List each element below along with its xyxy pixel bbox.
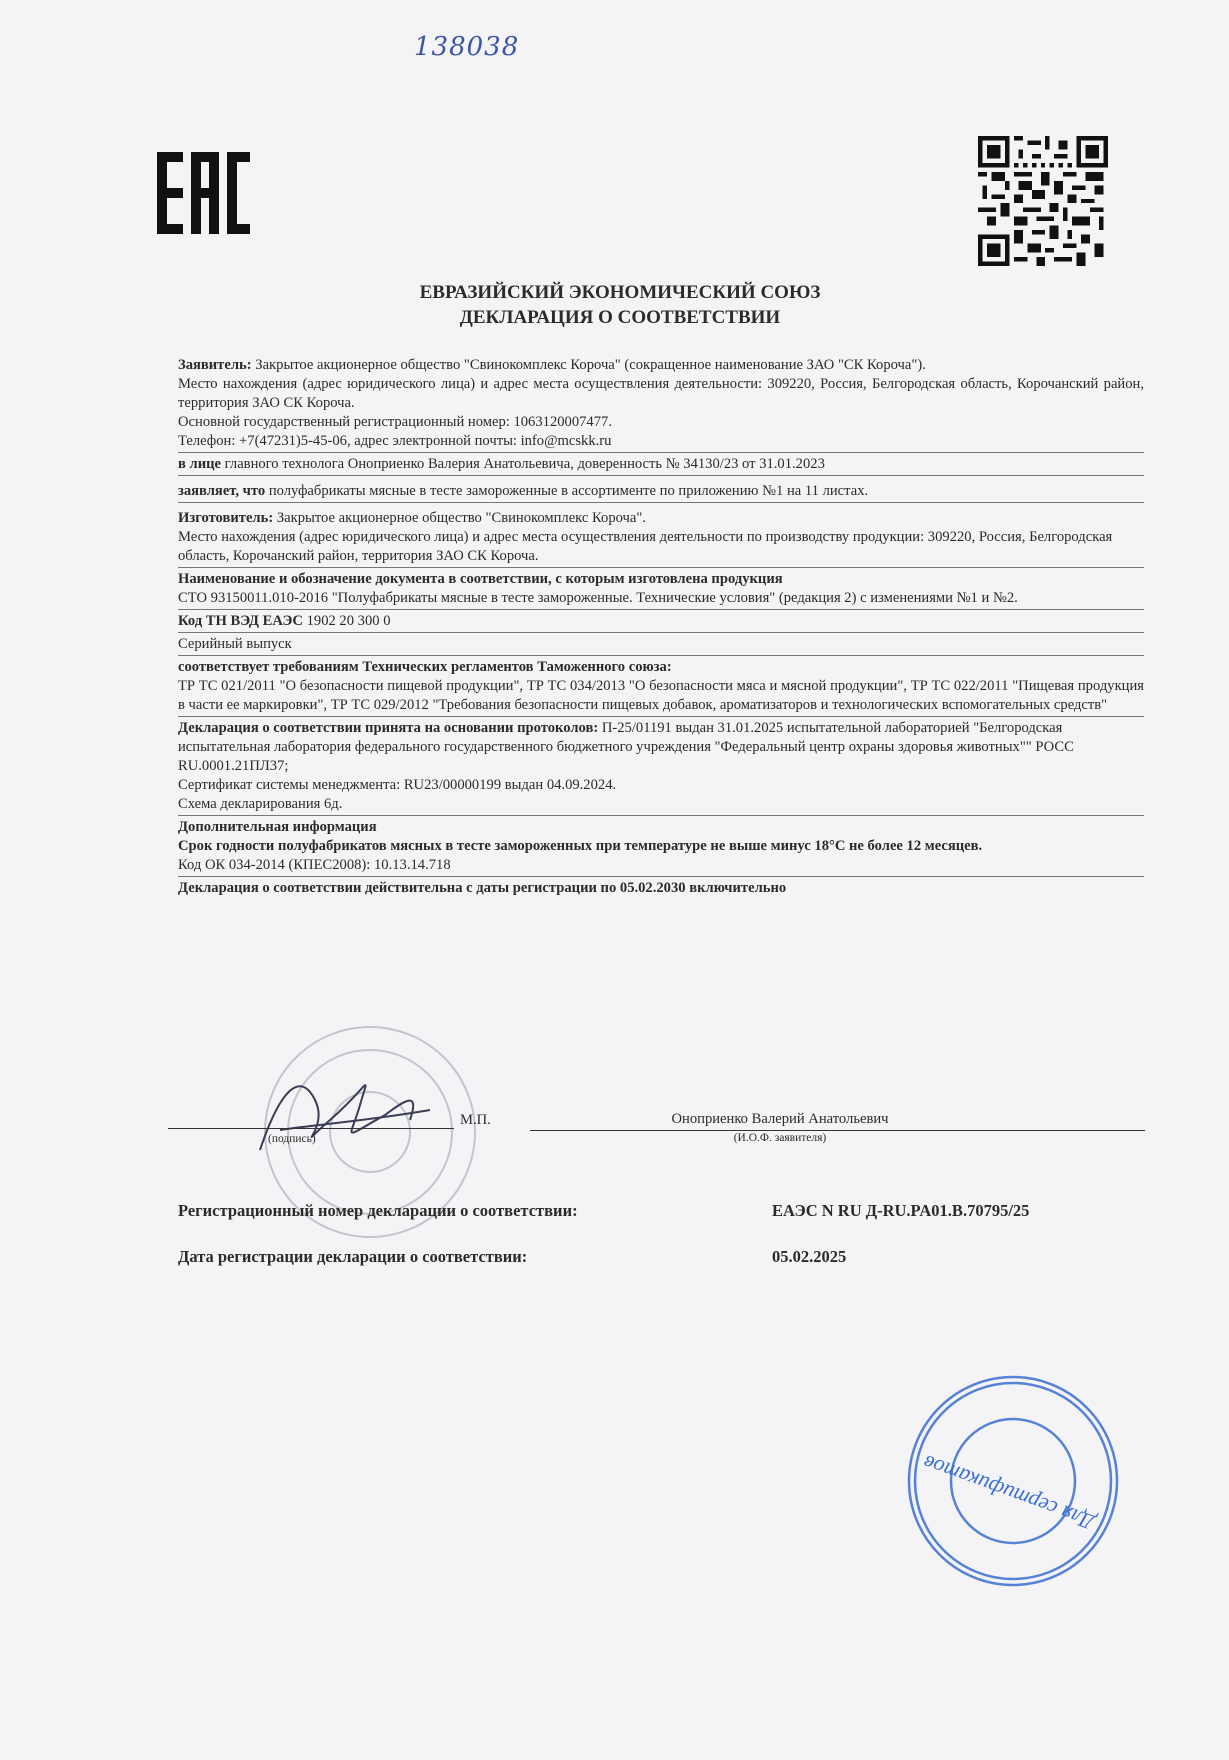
applicant-paragraph [178,356,1144,375]
basis-text: П-25/01191 выдан 31.01.2025 испытательной лабораторией "Белгородская испытательная лаборатория федерального государственного бюджетного учреждения "Федеральный центр охраны здоровья животных"" РОСС RU.0001.21ПЛ37; [178,720,1074,774]
declares-text: полуфабрикаты мясные в тесте замороженные в ассортименте по приложению №1 на 11 листах. [268,483,869,499]
standard-text: СТО 93150011.010-2016 "Полуфабрикаты мясные в тесте замороженные. Технические условия" (редакция 2) с изменениями №1 и №2. [178,590,1018,606]
handwritten-number: 138038 [414,32,520,62]
blue-stamp-text: Для сертификатов [919,1450,1098,1536]
signature-caption: (подпись) [268,1133,316,1145]
management-certificate: Сертификат системы менеджмента: RU23/00000199 выдан 04.09.2024. [178,777,617,793]
regulations-text: ТР ТС 021/2011 "О безопасности пищевой продукции", ТР ТС 034/2013 "О безопасности мяса и мясной продукции", ТР ТС 022/2011 "Пищевая продукция в части ее маркировки", ТР ТС 029/2012 "Требования безопасности пищевых добавок, ароматизаторов и технологических вспомогательных средств" [178,678,1144,713]
declaration-body [178,356,1144,898]
declares-label: заявляет, что [178,483,266,499]
manufacturer-label: Изготовитель: [178,510,274,526]
registration-number-label: Регистрационный номер декларации о соответствии: [178,1201,578,1220]
applicant-label: Заявитель: [178,357,252,373]
registration-date-label: Дата регистрации декларации о соответствии: [178,1247,528,1266]
release-type: Серийный выпуск [178,636,292,652]
applicant-address: Место нахождения (адрес юридического лица) и адрес места осуществления деятельности: 309220, Россия, Белгородская область, Корочанский район, территория ЗАО СК Короча. [178,376,1144,411]
name-line [530,1130,1145,1131]
shelf-life: Срок годности полуфабрикатов мясных в тесте замороженных при температуре не выше минус 18°С не более 12 месяцев. [178,838,983,854]
applicant-contacts: Телефон: +7(47231)5-45-06, адрес электронной почты: info@mcskk.ru [178,433,612,449]
representative-label: в лице [178,456,222,472]
seal-place-label: М.П. [460,1112,491,1128]
manufacturer-paragraph [178,509,1144,528]
declares-paragraph [178,482,1144,501]
registration-date-value: 05.02.2025 [772,1247,847,1266]
applicant-name: Оноприенко Валерий Анатольевич [671,1111,889,1127]
standard-label: Наименование и обозначение документа в соответствии, с которым изготовлена продукция [178,571,783,587]
handwritten-signature [220,1060,450,1170]
signature-line [168,1128,454,1129]
manufacturer-address: Место нахождения (адрес юридического лица) и адрес места осуществления деятельности по производству продукции: 309220, Россия, Белгородская область, Корочанский район, территория ЗАО СК Короча. [178,529,1113,564]
hs-code-paragraph [178,612,1144,631]
declaration-scheme: Схема декларирования 6д. [178,796,343,812]
additional-label: Дополнительная информация [178,819,377,835]
applicant-text: Закрытое акционерное общество "Свинокомплекс Короча" (сокращенное наименование ЗАО "СК Короча"). [255,357,926,373]
representative-text: главного технолога Оноприенко Валерия Анатольевича, доверенность № 34130/23 от 31.01.2023 [224,456,825,472]
validity-text: Декларация о соответствии действительна с даты регистрации по 05.02.2030 включительно [178,880,787,896]
regulations-label: соответствует требованиям Технических регламентов Таможенного союза: [178,659,672,675]
union-title: ЕВРАЗИЙСКИЙ ЭКОНОМИЧЕСКИЙ СОЮЗ [419,282,821,303]
registration-number-value: ЕАЭС N RU Д-RU.PA01.B.70795/25 [772,1201,1030,1220]
okpd-code: Код ОК 034-2014 (КПЕС2008): 10.13.14.718 [178,857,451,873]
qr-code[interactable] [978,136,1108,266]
blue-stamp [904,1372,1122,1590]
hs-code-value: 1902 20 300 0 [306,613,391,629]
applicant-name-caption: (И.О.Ф. заявителя) [733,1132,827,1144]
basis-label: Декларация о соответствии принята на основании протоколов: [178,720,599,736]
eac-logo [157,152,250,234]
basis-paragraph [178,719,1144,776]
representative-paragraph [178,455,1144,474]
hs-code-label: Код ТН ВЭД ЕАЭС [178,613,303,629]
applicant-ogrn: Основной государственный регистрационный номер: 1063120007477. [178,414,612,430]
declaration-title: ДЕКЛАРАЦИЯ О СООТВЕТСТВИИ [459,307,781,328]
manufacturer-text: Закрытое акционерное общество "Свинокомплекс Короча". [276,510,646,526]
